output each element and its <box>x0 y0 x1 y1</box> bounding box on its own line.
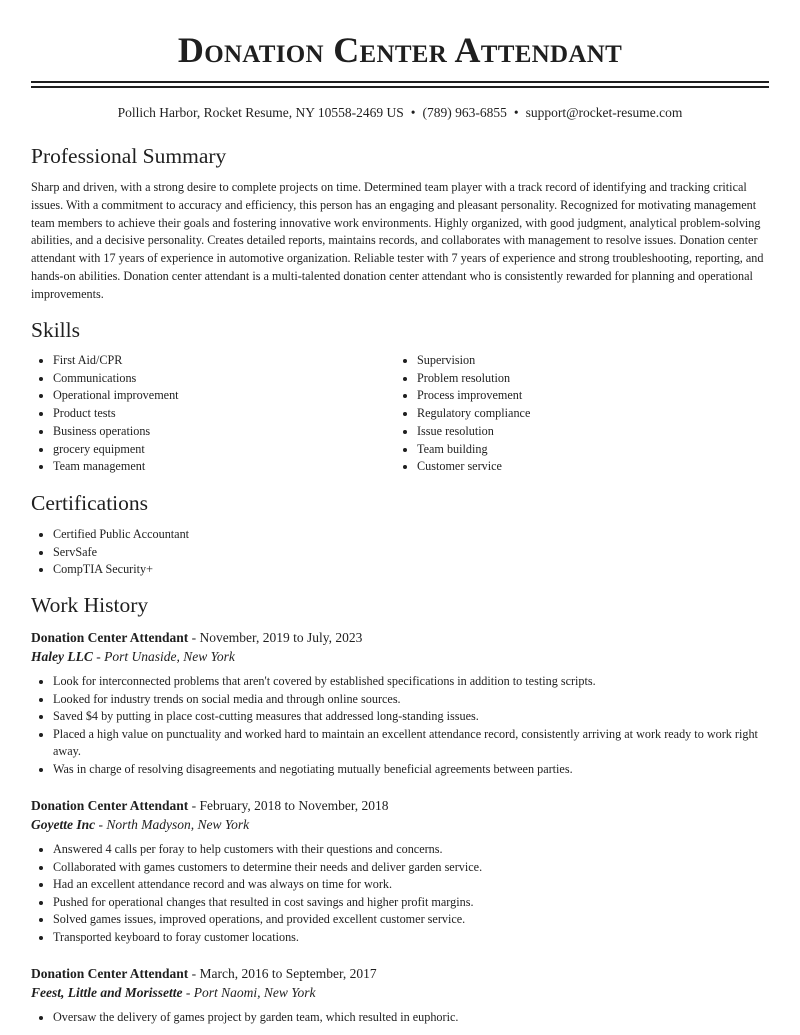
skill-item: • Regulatory compliance <box>417 405 769 423</box>
job-entry <box>31 964 769 1027</box>
job-header <box>31 796 769 815</box>
skill-item: • Product tests <box>53 405 391 423</box>
work-history-heading: Work History <box>31 593 149 617</box>
skill-item: • Business operations <box>53 423 391 441</box>
contact-phone: (789) 963-6855 <box>422 105 507 120</box>
job-title: Donation Center Attendant <box>31 966 189 981</box>
job-dates: - February, 2018 to November, 2018 <box>188 798 389 813</box>
job-bullet: • Was in charge of resolving disagreements and negotiating mutually beneficial agreements between parties. <box>53 761 769 779</box>
job-title: Donation Center Attendant <box>31 798 189 813</box>
job-company: Feest, Little and Morissette <box>31 985 183 1000</box>
skill-item: • Communications <box>53 370 391 388</box>
candidate-name: Donation Center Attendant <box>177 30 623 70</box>
summary-heading: Professional Summary <box>31 144 227 168</box>
skill-item: • First Aid/CPR <box>53 352 391 370</box>
job-company: Haley LLC <box>31 649 93 664</box>
job-bullet: • Transported keyboard to foray customer locations. <box>53 929 769 947</box>
job-bullet: • Solved games issues, improved operations, and provided excellent customer service. <box>53 911 769 929</box>
job-location: - Port Unaside, New York <box>92 649 235 664</box>
skill-item: • Customer service <box>417 458 769 476</box>
skills-right-column <box>395 352 769 476</box>
skill-item: • grocery equipment <box>53 441 391 459</box>
contact-email: support@rocket-resume.com <box>525 105 683 120</box>
contact-address: Pollich Harbor, Rocket Resume, NY 10558-2469 US <box>117 105 404 120</box>
job-bullet: • Collaborated with games customers to determine their needs and deliver garden service. <box>53 859 769 877</box>
job-dates: - November, 2019 to July, 2023 <box>188 630 363 645</box>
header-rule-top <box>31 81 769 85</box>
skills-left-column <box>31 352 391 476</box>
job-bullet: • Look for interconnected problems that aren't covered by established specifications in addition to testing scripts. <box>53 673 769 691</box>
summary-text: Sharp and driven, with a strong desire to complete projects on time. Determined team player with a track record of identifying and tracking critical issues. With a commitment to accuracy and efficiency, this person has an engaging and pleasant personality. Recognized for motivating management team members to achieve their goals and fostering innovative work environments. Highly organized, with good judgment, analytical problem-solving abilities, and a decisive personality. Creates detailed reports, maintains records, and collaborates with management to resolve issues. Donation center attendant with 17 years of experience in automotive organization. Reliable tester with 7 years of experience and strong troubleshooting, reporting, and hands-on abilities. Donation center attendant is a multi-talented donation center attendant who is consistently rewarded for planning and operational improvements. <box>31 180 764 301</box>
contact-separator: • <box>410 105 416 120</box>
skill-item: • Supervision <box>417 352 769 370</box>
job-header <box>31 628 769 647</box>
contact-separator: • <box>513 105 519 120</box>
skill-item: • Issue resolution <box>417 423 769 441</box>
skill-item: • Process improvement <box>417 387 769 405</box>
job-bullet: • Had an excellent attendance record and was always on time for work. <box>53 876 769 894</box>
job-bullet: • Placed a high value on punctuality and worked hard to maintain an excellent attendance record, consistently arriving at work ready to work right away. <box>53 726 769 761</box>
job-header <box>31 964 769 983</box>
job-company-line <box>31 983 769 1003</box>
job-bullet: • Saved $4 by putting in place cost-cutting measures that addressed long-standing issues. <box>53 708 769 726</box>
skill-item: • Operational improvement <box>53 387 391 405</box>
job-bullet: • Pushed for operational changes that resulted in cost savings and higher profit margins. <box>53 894 769 912</box>
job-dates: - March, 2016 to September, 2017 <box>188 966 377 981</box>
job-bullet: • Oversaw the delivery of games project by garden team, which resulted in euphoric. <box>53 1009 769 1027</box>
job-location: - Port Naomi, New York <box>182 985 316 1000</box>
job-entry <box>31 796 769 947</box>
job-entry <box>31 628 769 779</box>
contact-line <box>31 104 769 122</box>
certification-item: • ServSafe <box>53 544 189 562</box>
job-location: - North Madyson, New York <box>95 817 250 832</box>
job-bullet: • Answered 4 calls per foray to help customers with their questions and concerns. <box>53 841 769 859</box>
header-rule-bottom <box>31 86 769 88</box>
job-company: Goyette Inc <box>31 817 96 832</box>
certification-item: • Certified Public Accountant <box>53 526 189 544</box>
skill-item: • Problem resolution <box>417 370 769 388</box>
certifications-heading: Certifications <box>31 491 149 515</box>
certification-item: • CompTIA Security+ <box>53 561 189 579</box>
skills-heading: Skills <box>31 318 80 342</box>
skill-item: • Team management <box>53 458 391 476</box>
job-title: Donation Center Attendant <box>31 630 189 645</box>
job-company-line <box>31 647 769 667</box>
certifications-list <box>31 526 189 579</box>
resume-page <box>31 0 769 1024</box>
skill-item: • Team building <box>417 441 769 459</box>
job-bullet: • Looked for industry trends on social media and through online sources. <box>53 691 769 709</box>
job-company-line <box>31 815 769 835</box>
